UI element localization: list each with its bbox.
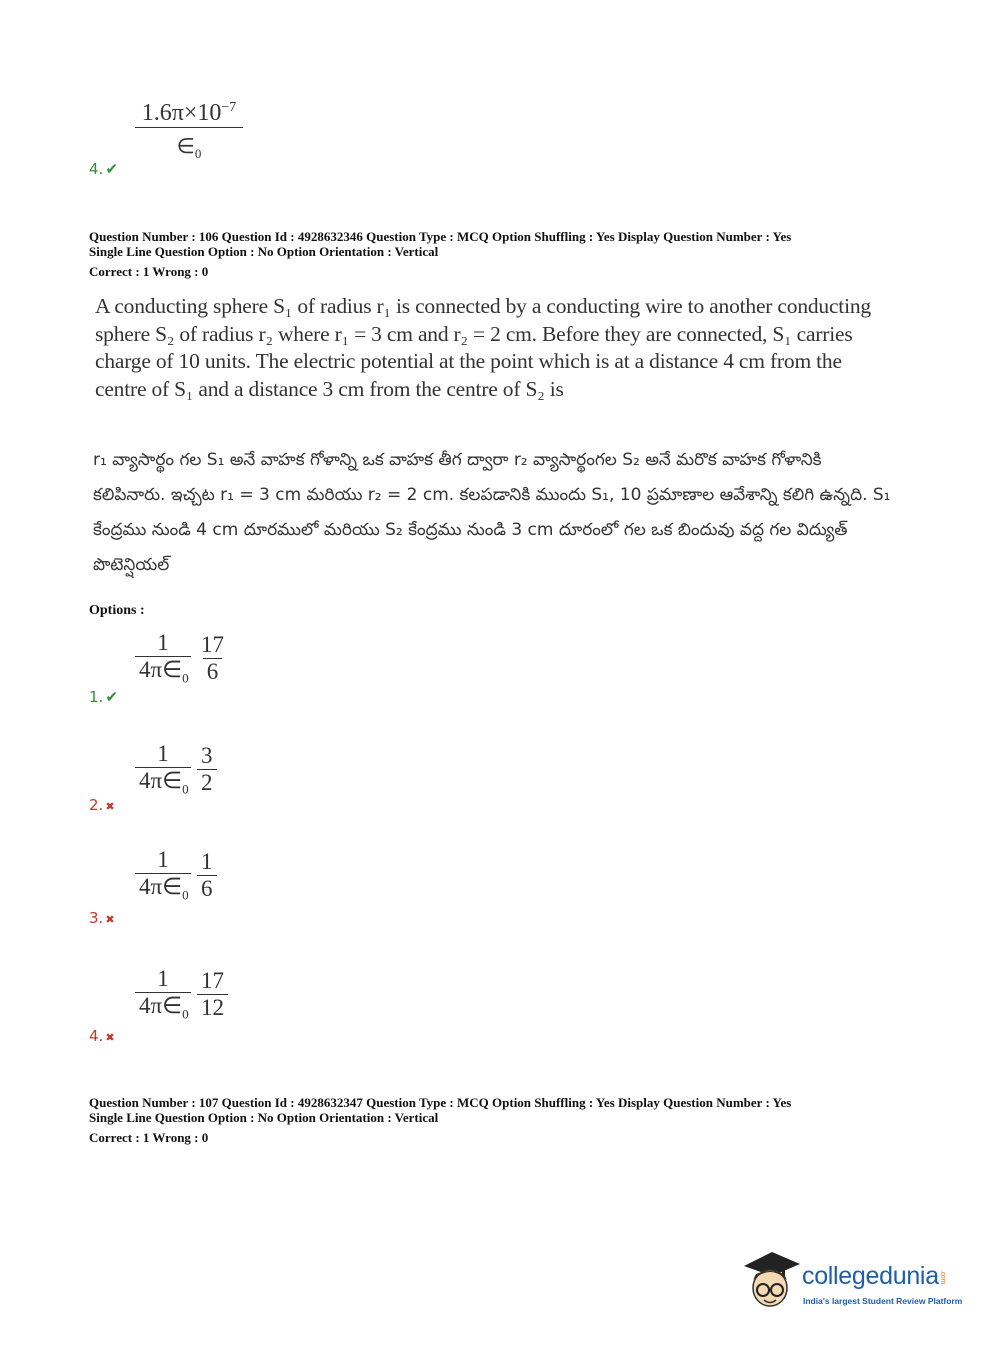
prev-denominator-sub: 0 (194, 146, 202, 162)
opt4-f1-den: 4π∈ (139, 993, 183, 1018)
opt1-f1-num: 1 (157, 630, 169, 655)
opt3-f1-den-sub: 0 (182, 887, 189, 903)
prev-denominator: ∈ (176, 134, 195, 158)
logo-wordmark: collegedunia.com (802, 1262, 946, 1290)
q106-option-2-formula (135, 741, 217, 798)
q106-meta-3: Correct : 1 Wrong : 0 (89, 264, 209, 279)
prev-numerator: 1.6π×10 (141, 100, 222, 126)
opt3-f2-den: 6 (197, 875, 217, 902)
prev-option-4-label: 4. ✔ (89, 160, 118, 178)
logo-tagline: India's largest Student Review Platform (803, 1296, 963, 1306)
cross-icon: ✖ (105, 913, 115, 926)
opt1-f2-den: 6 (203, 658, 223, 685)
cross-icon: ✖ (105, 800, 115, 813)
q106-option-3-formula (135, 847, 217, 904)
q106-option-4-formula (135, 966, 228, 1023)
q106-option-2-label: 2. ✖ (89, 796, 115, 814)
opt1-f2-num: 17 (201, 631, 224, 657)
opt2-f2-num: 3 (201, 742, 213, 768)
opt3-f1-num: 1 (157, 847, 169, 872)
prev-option-4-formula (135, 100, 243, 162)
opt4-f1-den-sub: 0 (182, 1006, 189, 1022)
mascot-icon (742, 1250, 802, 1312)
q106-option-4-label: 4. ✖ (89, 1027, 115, 1045)
opt4-f1-num: 1 (157, 966, 169, 991)
q106-options-label: Options : (89, 603, 145, 618)
check-icon: ✔ (105, 160, 118, 178)
cross-icon: ✖ (105, 1031, 115, 1044)
q106-english-text: A conducting sphere S₁ of radius r₁ is connected by a conducting wire to another conducting sphere S₂ of radius r₂ where r₁ = 3 cm and r₂ = 2 cm. Before they are connected, S₁ carries charge of 10 units. The electric potential at the point which is at a distance 4 cm from the centre of S₁ and a distance 3 cm from the centre of S₂ is (95, 294, 871, 401)
opt3-f2-num: 1 (201, 848, 213, 874)
q106-telugu-text: r₁ వ్యాసార్థం గల S₁ అనే వాహక గోళాన్ని ఒక వాహక తీగ ద్వారా r₂ వ్యాసార్థంగల S₂ అనే మరొక వాహక గోళానికి కలిపినారు. ఇచ్చట r₁ = 3 cm మరియు r₂ = 2 cm. కలపడానికి ముందు S₁, 10 ప్రమాణాల ఆవేశాన్ని కలిగి ఉన్నది. S₁ కేంద్రము నుండి 4 cm దూరములో మరియు S₂ కేంద్రము నుండి 3 cm దూరంలో గల ఒక బిందువు వద్ద గల విద్యుత్ పొటెన్షియల్ (93, 450, 891, 575)
opt4-f2-num: 17 (201, 967, 224, 993)
q107-meta-2: Single Line Question Option : No Option Orientation : Vertical (89, 1110, 439, 1125)
opt4-f2-den: 12 (197, 994, 228, 1021)
q107-meta-1: Question Number : 107 Question Id : 4928632347 Question Type : MCQ Option Shuffling : Yes Display Question Number : Yes (89, 1095, 792, 1110)
opt2-f2-den: 2 (197, 769, 217, 796)
q106-option-1-label: 1. ✔ (89, 688, 118, 706)
q106-meta-2: Single Line Question Option : No Option Orientation : Vertical (89, 244, 439, 259)
collegedunia-logo (742, 1250, 972, 1320)
q106-option-3-label: 3. ✖ (89, 909, 115, 927)
opt2-f1-den-sub: 0 (182, 781, 189, 797)
q107-meta-3: Correct : 1 Wrong : 0 (89, 1130, 209, 1145)
opt1-f1-den: 4π∈ (139, 657, 183, 682)
q106-meta-1: Question Number : 106 Question Id : 4928632346 Question Type : MCQ Option Shuffling : Yes Display Question Number : Yes (89, 229, 792, 244)
q106-option-1-formula (135, 630, 228, 687)
opt2-f1-den: 4π∈ (139, 768, 183, 793)
check-icon: ✔ (105, 688, 118, 706)
opt2-f1-num: 1 (157, 741, 169, 766)
opt3-f1-den: 4π∈ (139, 874, 183, 899)
opt1-f1-den-sub: 0 (182, 670, 189, 686)
prev-exponent: −7 (221, 100, 237, 115)
